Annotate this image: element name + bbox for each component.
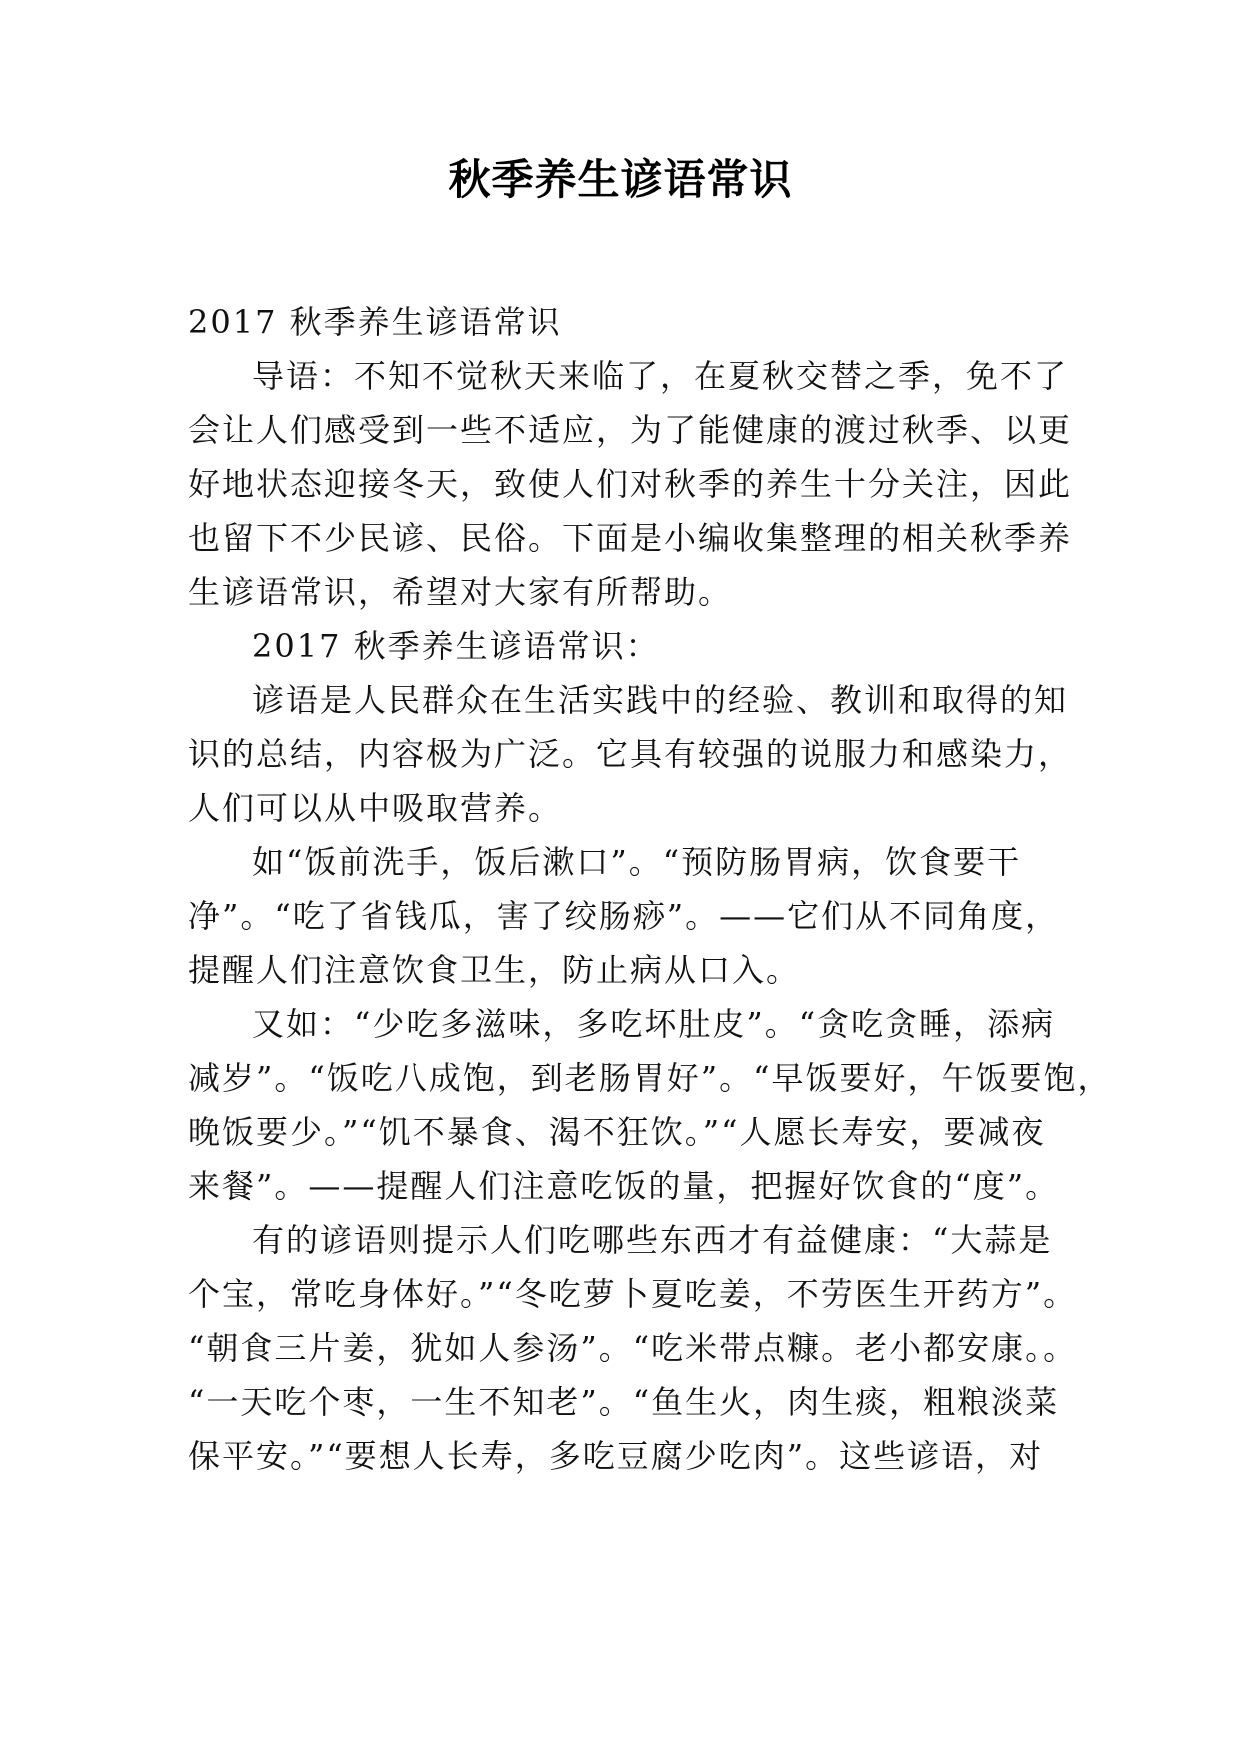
text-line: 减岁”。“饭吃八成饱，到老肠胃好”。“早饭要好，午饭要饱， [188, 1059, 1112, 1097]
text-line: 有的谚语则提示人们吃哪些东西才有益健康：“大蒜是 [252, 1221, 1053, 1259]
text-line: 谚语是人民群众在生活实践中的经验、教训和取得的知 [252, 681, 1069, 719]
text-line: 个宝，常吃身体好。”“冬吃萝卜夏吃姜，不劳医生开药方”。 [188, 1275, 1078, 1313]
text-line: 保平安。”“要想人长寿，多吃豆腐少吃肉”。这些谚语，对 [188, 1437, 1044, 1475]
text-line: 如“饭前洗手，饭后漱口”。“预防肠胃病，饮食要干 [252, 843, 1022, 881]
text-line: “朝食三片姜，犹如人参汤”。“吃米带点糠。老小都安康。。 [188, 1329, 1078, 1367]
text-line: 好地状态迎接冬天，致使人们对秋季的养生十分关注，因此 [188, 465, 1073, 503]
text-line: “一天吃个枣，一生不知老”。“鱼生火，肉生痰，粗粮淡菜 [188, 1383, 1060, 1421]
text-line: 导语：不知不觉秋天来临了，在夏秋交替之季，免不了 [252, 357, 1069, 395]
document-body [188, 295, 1112, 1483]
text-line: 2017 秋季养生谚语常识 [188, 303, 562, 341]
text-line: 提醒人们注意饮食卫生，防止病从口入。 [188, 951, 801, 989]
text-line: 又如：“少吃多滋味，多吃坏肚皮”。“贪吃贪睡，添病 [252, 1005, 1056, 1043]
text-line: 生谚语常识，希望对大家有所帮助。 [188, 573, 733, 611]
text-line: 人们可以从中吸取营养。 [188, 789, 563, 827]
document-title: 秋季养生谚语常识 [448, 155, 793, 204]
text-line: 会让人们感受到一些不适应，为了能健康的渡过秋季、以更 [188, 411, 1073, 449]
text-line: 也留下不少民谚、民俗。下面是小编收集整理的相关秋季养 [188, 519, 1073, 557]
text-line: 净”。“吃了省钱瓜，害了绞肠痧”。——它们从不同角度， [188, 897, 1060, 935]
text-line: 晚饭要少。”“饥不暴食、渴不狂饮。”“人愿长寿安，要减夜 [188, 1113, 1046, 1151]
text-line: 识的总结，内容极为广泛。它具有较强的说服力和感染力， [188, 735, 1073, 773]
text-line: 2017 秋季养生谚语常识： [252, 627, 660, 665]
text-line: 来餐”。——提醒人们注意吃饭的量，把握好饮食的“度”。 [188, 1167, 1060, 1205]
